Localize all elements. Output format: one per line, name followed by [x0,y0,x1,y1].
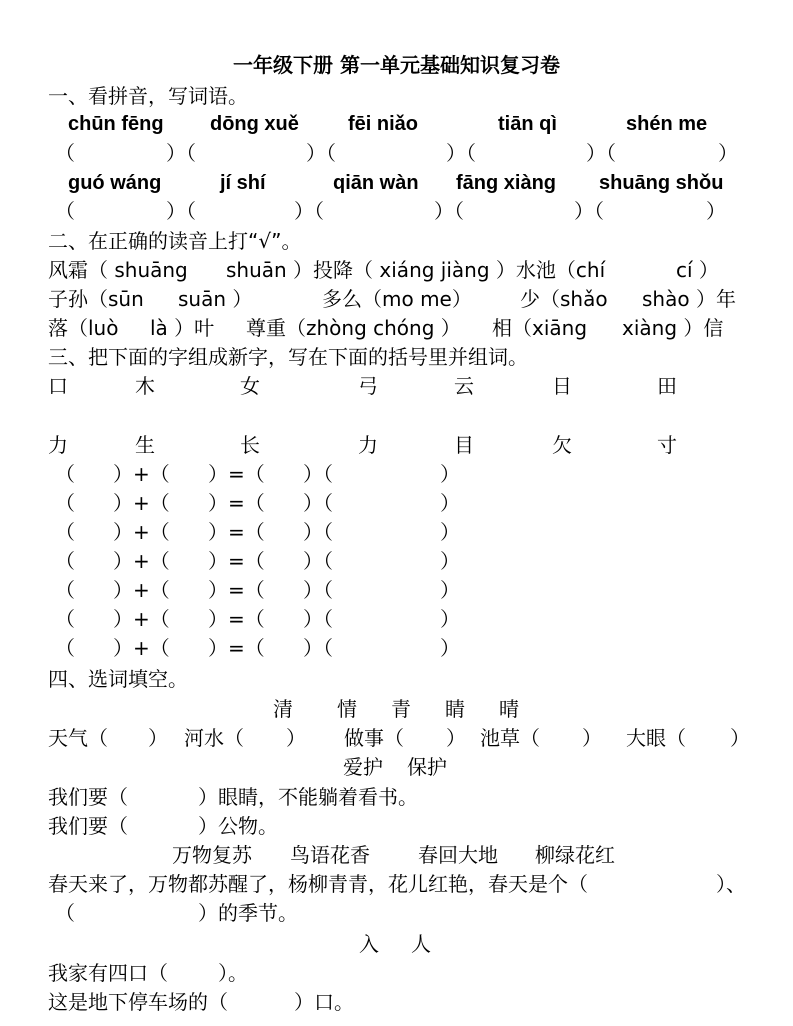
eq-part[interactable]: ）（ [303,462,333,486]
char-item: 力 [48,433,68,457]
eq-part[interactable]: ） [440,462,460,486]
section-2-heading: 二、在正确的读音上打“√”。 [48,229,302,253]
sentence-text: ）的季节。 [198,901,298,925]
char-item: 力 [358,433,378,457]
bracket[interactable]: ） [706,199,726,223]
choice-word: 爱护 [343,755,383,779]
section-4-heading-line [0,664,793,694]
bracket[interactable]: ） [718,141,738,165]
section-1-heading: 一、看拼音，写词语。 [48,84,248,108]
pinyin-item: fēi niǎo [348,113,419,135]
pinyin-item: tiān qì [498,113,557,135]
sentence-1 [0,782,793,812]
char-row-2 [0,430,793,460]
eq-part[interactable]: ）（ [303,607,333,631]
char-item: 女 [240,374,260,398]
fill-row-1 [0,723,793,753]
reading-row-2 [0,284,793,314]
choice-word: 情 [337,697,357,721]
char-item: 口 [48,374,68,398]
choice-row-3 [0,840,793,870]
eq-part[interactable]: （ [55,520,75,544]
eq-part[interactable]: ）（ [303,578,333,602]
eq-part[interactable]: ） [440,520,460,544]
sentence-text: ）眼睛，不能躺着看书。 [198,785,418,809]
choice-word: 保护 [407,755,447,779]
bracket[interactable]: ）（ [294,199,324,223]
eq-part[interactable]: （ [55,491,75,515]
equation-row [0,633,793,663]
eq-part[interactable]: ）=（ [208,491,265,515]
reading-item: 风霜（ shuāng [48,258,188,282]
fill-item: 做事（ [344,726,404,750]
eq-part[interactable]: ）=（ [208,462,265,486]
choice-row-4 [0,929,793,959]
fill-item[interactable]: ） [582,726,602,750]
sentence-5 [0,958,793,988]
choice-row-1 [0,694,793,724]
sentence-text: 我家有四口（ [48,961,168,985]
eq-part[interactable]: ）+（ [113,549,170,573]
bracket[interactable]: ）（ [434,199,464,223]
section-3-heading: 三、把下面的字组成新字，写在下面的括号里并组词。 [48,345,528,369]
equation-row [0,459,793,489]
eq-part[interactable]: ） [440,636,460,660]
eq-part[interactable]: ）=（ [208,607,265,631]
fill-item[interactable]: ） [148,726,168,750]
pinyin-row-2 [0,168,793,198]
eq-part[interactable]: ） [440,549,460,573]
pinyin-item: jí shí [220,172,266,194]
sentence-text: 春天来了，万物都苏醒了，杨柳青青，花儿红艳，春天是个（ [48,872,588,896]
fill-item[interactable]: ） [730,726,750,750]
sentence-6 [0,987,793,1017]
section-2-heading-line [0,226,793,256]
pinyin-item: chūn fēng [68,113,164,135]
eq-part[interactable]: （ [55,549,75,573]
eq-part[interactable]: （ [55,578,75,602]
eq-part[interactable]: ）（ [303,636,333,660]
pinyin-item: dōng xuě [210,113,299,135]
eq-part[interactable]: ）+（ [113,636,170,660]
choice-word: 鸟语花香 [290,843,370,867]
reading-row-3 [0,313,793,343]
reading-item: xiàng ）信 [622,316,724,340]
reading-item: shào ）年 [642,287,736,311]
bracket[interactable]: ）（ [446,141,476,165]
eq-part[interactable]: ）=（ [208,578,265,602]
eq-part[interactable]: ）=（ [208,549,265,573]
fill-item[interactable]: ） [446,726,466,750]
sentence-text: ）公物。 [198,814,278,838]
bracket[interactable]: ）（ [166,141,196,165]
eq-part[interactable]: ）+（ [113,520,170,544]
sentence-3 [0,869,793,899]
eq-part[interactable]: ）+（ [113,491,170,515]
reading-item: cí ） [676,258,719,282]
reading-item: shuān ）投降（ xiáng jiàng ）水池（chí [226,258,606,282]
eq-part[interactable]: ）（ [303,491,333,515]
eq-part[interactable]: （ [55,607,75,631]
eq-part[interactable]: ） [440,607,460,631]
title-line [0,50,793,80]
eq-part[interactable]: ）+（ [113,607,170,631]
choice-word: 柳绿花红 [535,843,615,867]
char-item: 生 [135,433,155,457]
page-title: 一年级下册 第一单元基础知识复习卷 [233,53,560,77]
fill-item: 河水（ [184,726,244,750]
bracket[interactable]: ）（ [574,199,604,223]
choice-word: 人 [411,932,431,956]
sentence-text: 我们要（ [48,785,128,809]
section-3-heading-line [0,342,793,372]
eq-part[interactable]: ）（ [303,549,333,573]
pinyin-item: shén me [626,113,708,135]
char-item: 木 [135,374,155,398]
reading-item: 少（shǎo [520,287,608,311]
char-item: 日 [552,374,572,398]
fill-item[interactable]: ） [286,726,306,750]
eq-part[interactable]: ）（ [303,520,333,544]
answer-brackets-row-1 [0,138,793,168]
choice-word: 春回大地 [418,843,498,867]
fill-item: 池草（ [480,726,540,750]
sentence-text: 这是地下停车场的（ [48,990,228,1014]
char-item: 云 [454,374,474,398]
choice-word: 青 [391,697,411,721]
equation-row [0,546,793,576]
char-item: 田 [657,374,677,398]
reading-item: 子孙（sūn [48,287,144,311]
pinyin-item: qiān wàn [333,172,419,194]
sentence-text: ）、 [716,872,746,896]
char-item: 长 [240,433,260,457]
reading-item: suān ） [178,287,253,311]
reading-item: 多么（mo me） [322,287,472,311]
pinyin-item: fāng xiàng [456,172,557,194]
eq-part[interactable]: ）+（ [113,462,170,486]
eq-part[interactable]: ）+（ [113,578,170,602]
section-4-heading: 四、选词填空。 [48,667,188,691]
pinyin-item: guó wáng [68,172,162,194]
char-row-1 [0,371,793,401]
section-1-heading-line [0,81,793,111]
choice-word: 入 [359,932,379,956]
bracket[interactable]: ）（ [586,141,616,165]
sentence-text: （ [55,901,75,925]
char-item: 寸 [657,433,677,457]
equation-row [0,604,793,634]
pinyin-item: shuāng shǒu [599,172,724,194]
bracket[interactable]: ）（ [166,199,196,223]
choice-word: 万物复苏 [172,843,252,867]
pinyin-row-1 [0,109,793,139]
sentence-text: 我们要（ [48,814,128,838]
reading-item: 尊重（zhòng chóng ） [246,316,461,340]
reading-item: 落（luò [48,316,119,340]
fill-item: 大眼（ [626,726,686,750]
equation-row [0,517,793,547]
char-item: 欠 [552,433,572,457]
equation-row [0,575,793,605]
choice-word: 清 [273,697,293,721]
eq-part[interactable]: ） [440,578,460,602]
eq-part[interactable]: （ [55,636,75,660]
bracket[interactable]: （ [55,141,75,165]
sentence-text: ）。 [218,961,248,985]
char-item: 弓 [358,374,378,398]
answer-brackets-row-2 [0,196,793,226]
choice-row-2 [0,752,793,782]
reading-item: 相（xiāng [492,316,588,340]
eq-part[interactable]: ）=（ [208,636,265,660]
reading-row-1 [0,255,793,285]
bracket[interactable]: （ [55,199,75,223]
fill-item: 天气（ [48,726,108,750]
choice-word: 晴 [499,697,519,721]
choice-word: 睛 [445,697,465,721]
sentence-2 [0,811,793,841]
bracket[interactable]: ）（ [306,141,336,165]
eq-part[interactable]: ） [440,491,460,515]
sentence-text: ）口。 [294,990,354,1014]
eq-part[interactable]: ）=（ [208,520,265,544]
reading-item: là ）叶 [150,316,215,340]
sentence-4 [0,898,793,928]
eq-part[interactable]: （ [55,462,75,486]
char-item: 目 [454,433,474,457]
equation-row [0,488,793,518]
